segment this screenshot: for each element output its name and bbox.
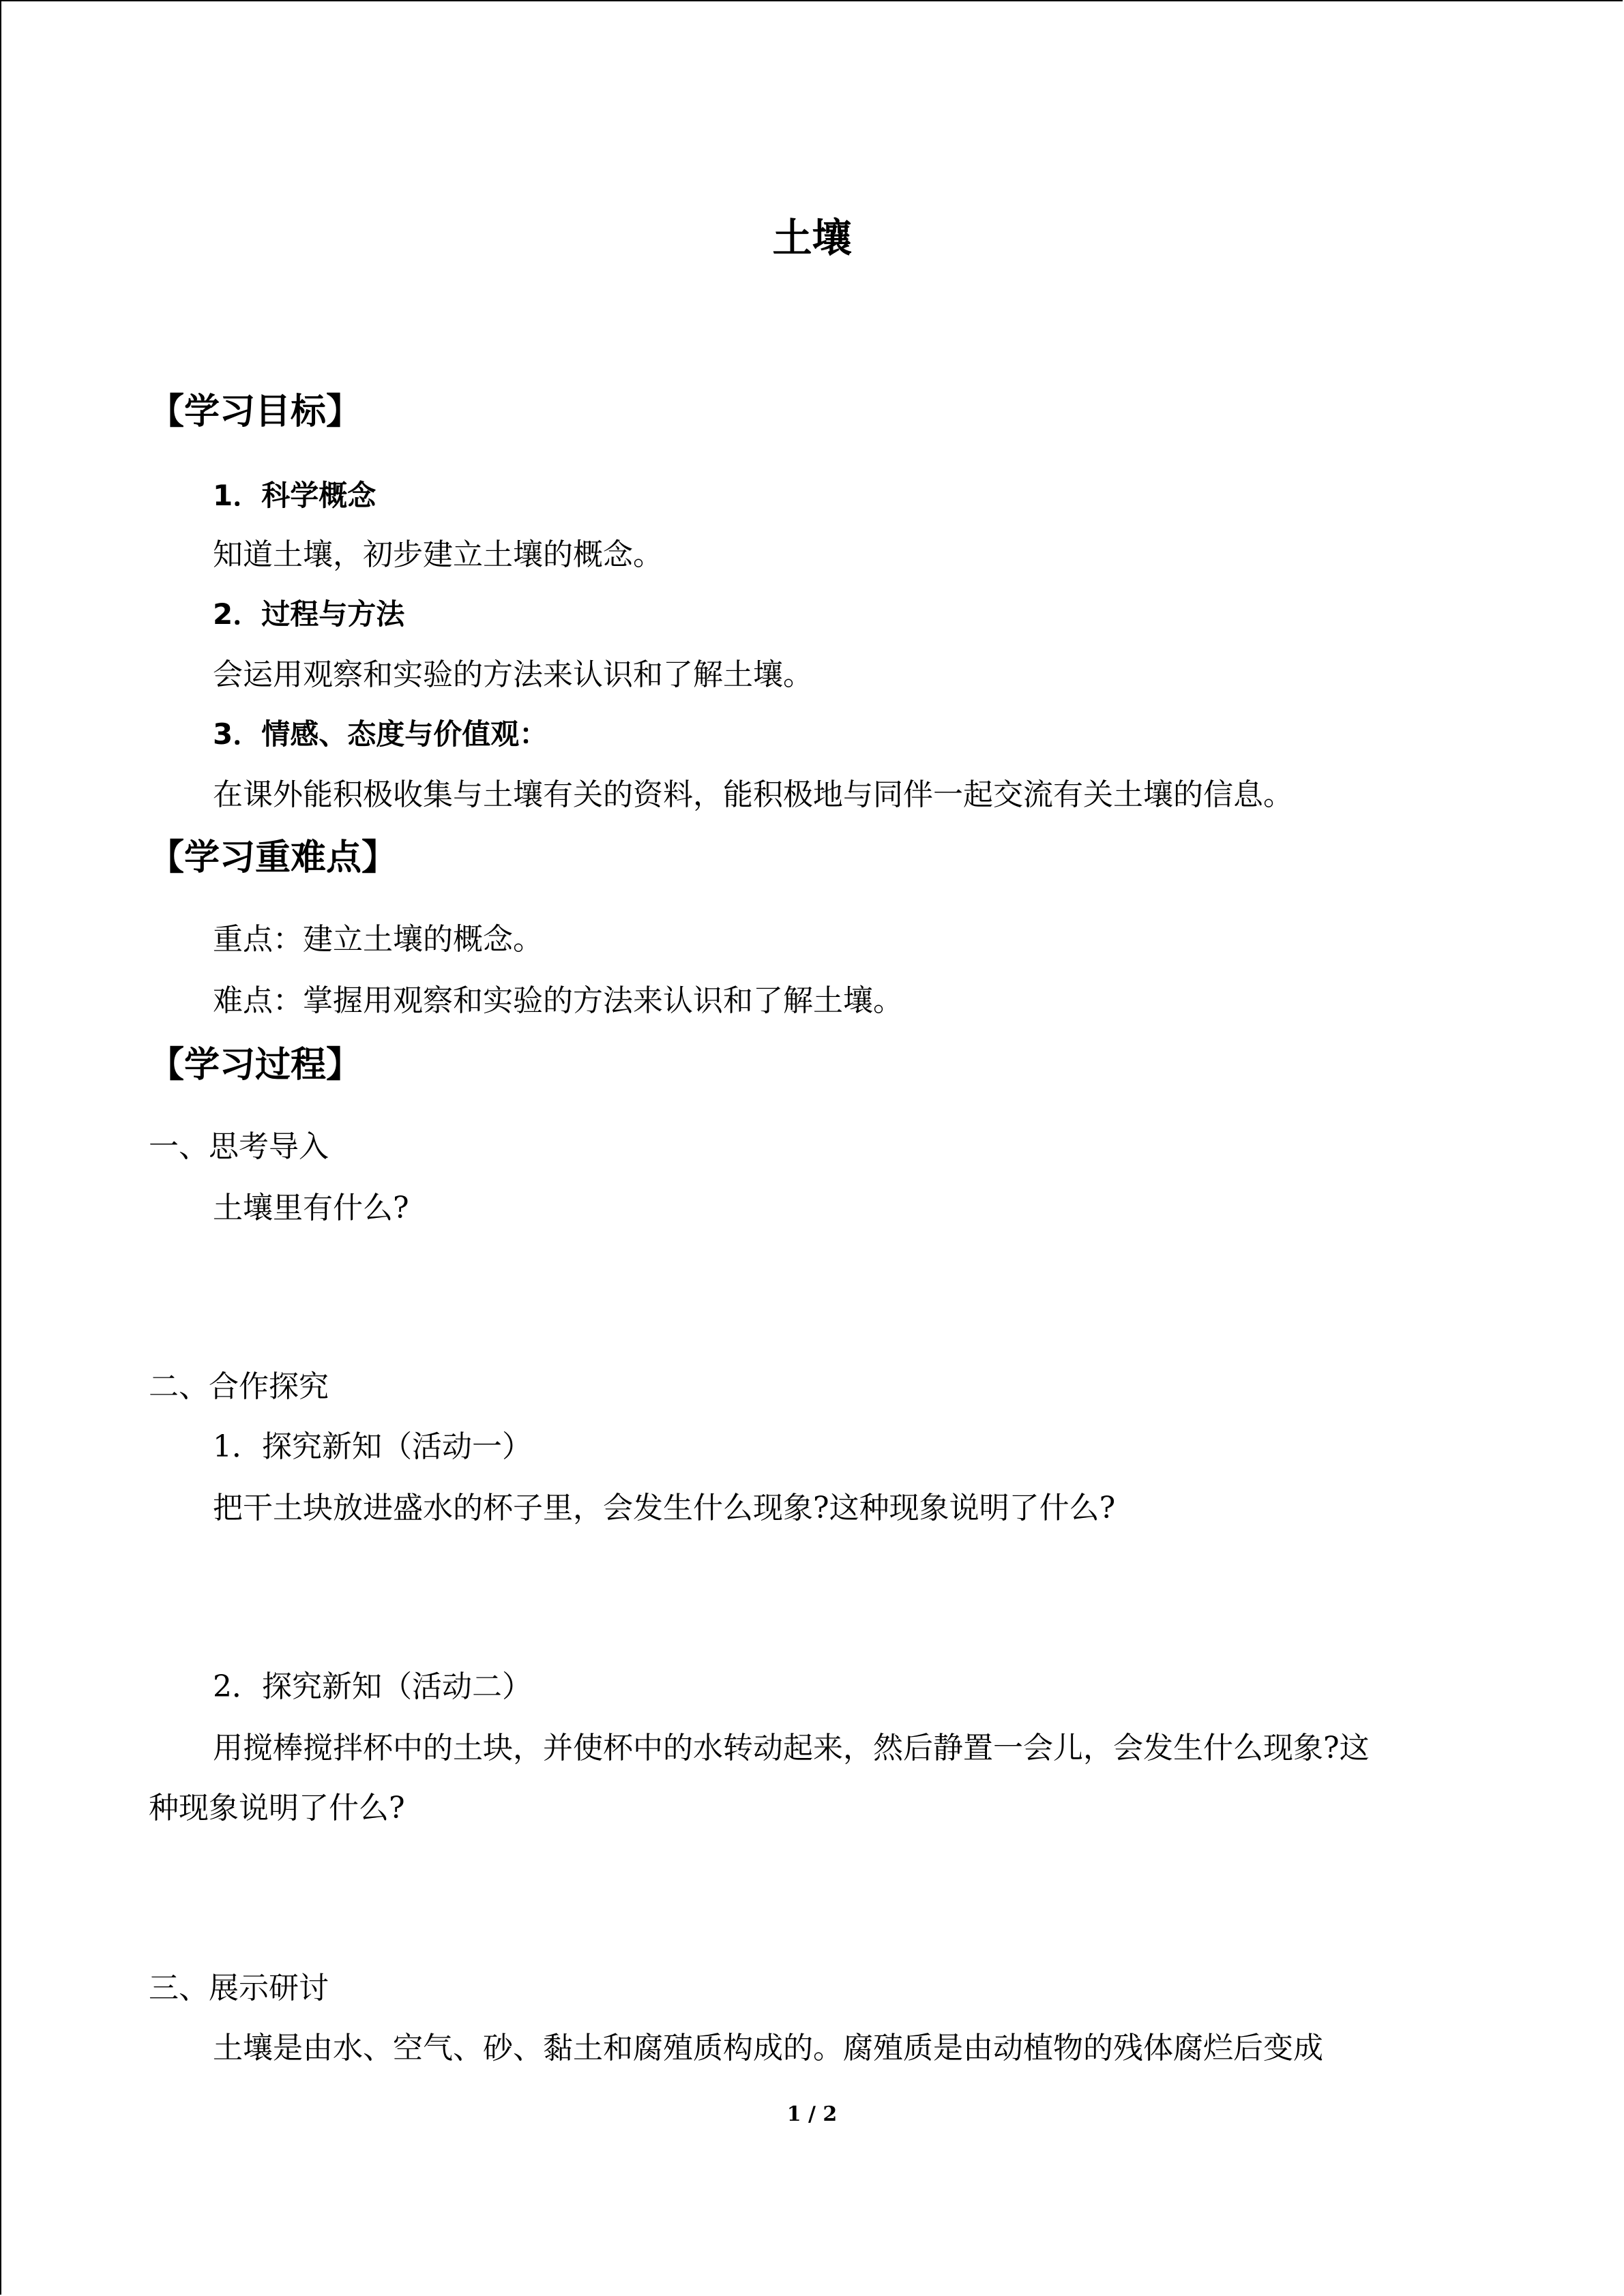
section-1-question: 土壤里有什么? bbox=[213, 1191, 409, 1225]
objective-1-text: 知道土壤，初步建立土壤的概念。 bbox=[213, 537, 663, 572]
objective-3-text: 在课外能积极收集与土壤有关的资料，能积极地与同伴一起交流有关土壤的信息。 bbox=[213, 777, 1293, 812]
section-1-title: 一、思考导入 bbox=[149, 1129, 329, 1164]
activity-2-text-line1: 用搅棒搅拌杯中的土块，并使杯中的水转动起来，然后静置一会儿，会发生什么现象?这 bbox=[213, 1731, 1370, 1765]
objective-2-label: 2．过程与方法 bbox=[213, 597, 405, 631]
section-2-title: 二、合作探究 bbox=[149, 1369, 329, 1404]
section-3-title: 三、展示研讨 bbox=[149, 1971, 329, 2006]
activity-1-label: 1．探究新知（活动一） bbox=[213, 1429, 532, 1464]
page-title: 土壤 bbox=[772, 215, 852, 261]
objective-1-label: 1．科学概念 bbox=[213, 479, 377, 512]
activity-2-label: 2．探究新知（活动二） bbox=[213, 1669, 532, 1704]
activity-2-text-line2: 种现象说明了什么? bbox=[149, 1791, 405, 1825]
section-3-text: 土壤是由水、空气、砂、黏土和腐殖质构成的。腐殖质是由动植物的残体腐烂后变成 bbox=[213, 2031, 1323, 2066]
page-number: 1 / 2 bbox=[786, 2102, 838, 2126]
process-heading: 【学习过程】 bbox=[149, 1045, 362, 1086]
objective-3-label: 3．情感、态度与价值观： bbox=[213, 717, 548, 751]
objective-2-text: 会运用观察和实验的方法来认识和了解土壤。 bbox=[213, 657, 813, 692]
key-point-difficulty: 难点：掌握用观察和实验的方法来认识和了解土壤。 bbox=[213, 983, 903, 1018]
key-point-focus: 重点：建立土壤的概念。 bbox=[213, 922, 543, 957]
activity-1-text: 把干土块放进盛水的杯子里，会发生什么现象?这种现象说明了什么? bbox=[213, 1491, 1116, 1525]
objectives-heading: 【学习目标】 bbox=[149, 391, 362, 432]
key-points-heading: 【学习重难点】 bbox=[149, 837, 398, 878]
